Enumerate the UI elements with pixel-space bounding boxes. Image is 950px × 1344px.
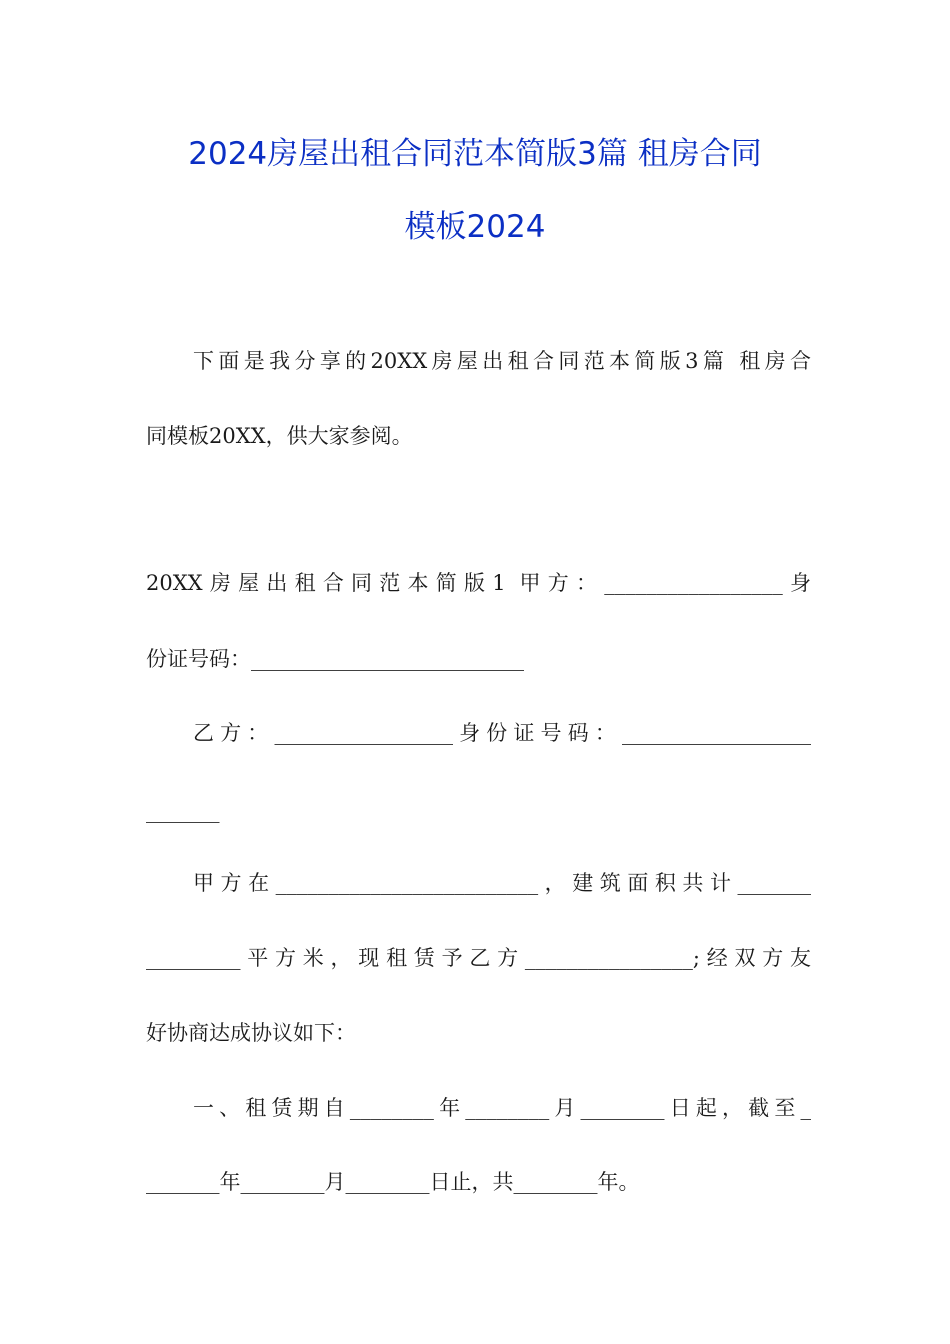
contract-heading-party-a-line: 20XX房屋出租合同范本简版1 甲方：_________________身 [146, 571, 811, 595]
document-title-line-1: 2024房屋出租合同范本简版3篇 租房合同 [188, 136, 762, 172]
intro-paragraph-line-2: 同模板20XX，供大家参阅。 [146, 424, 413, 448]
party-b-id-continuation-line: _______ [146, 799, 220, 823]
intro-paragraph-line-1: 下面是我分享的20XX房屋出租合同范本简版3篇 租房合 [193, 349, 811, 373]
document-title-line-2: 模板2024 [404, 209, 546, 245]
lease-term-line-1: 一、租赁期自________年________月________日起，截至_ [193, 1096, 811, 1120]
party-a-id-number-line: 份证号码：__________________________ [146, 647, 524, 671]
agreement-intro-line: 好协商达成协议如下： [146, 1021, 356, 1045]
property-location-line: 甲方在_________________________，建筑面积共计_______ [193, 871, 811, 895]
party-b-line: 乙方：_________________身份证号码：__________________ [193, 721, 811, 745]
lease-term-line-2: _______年________月________日止，共________年。 [146, 1170, 640, 1194]
property-area-line: _________平方米，现租赁予乙方________________;经双方友 [146, 946, 811, 970]
